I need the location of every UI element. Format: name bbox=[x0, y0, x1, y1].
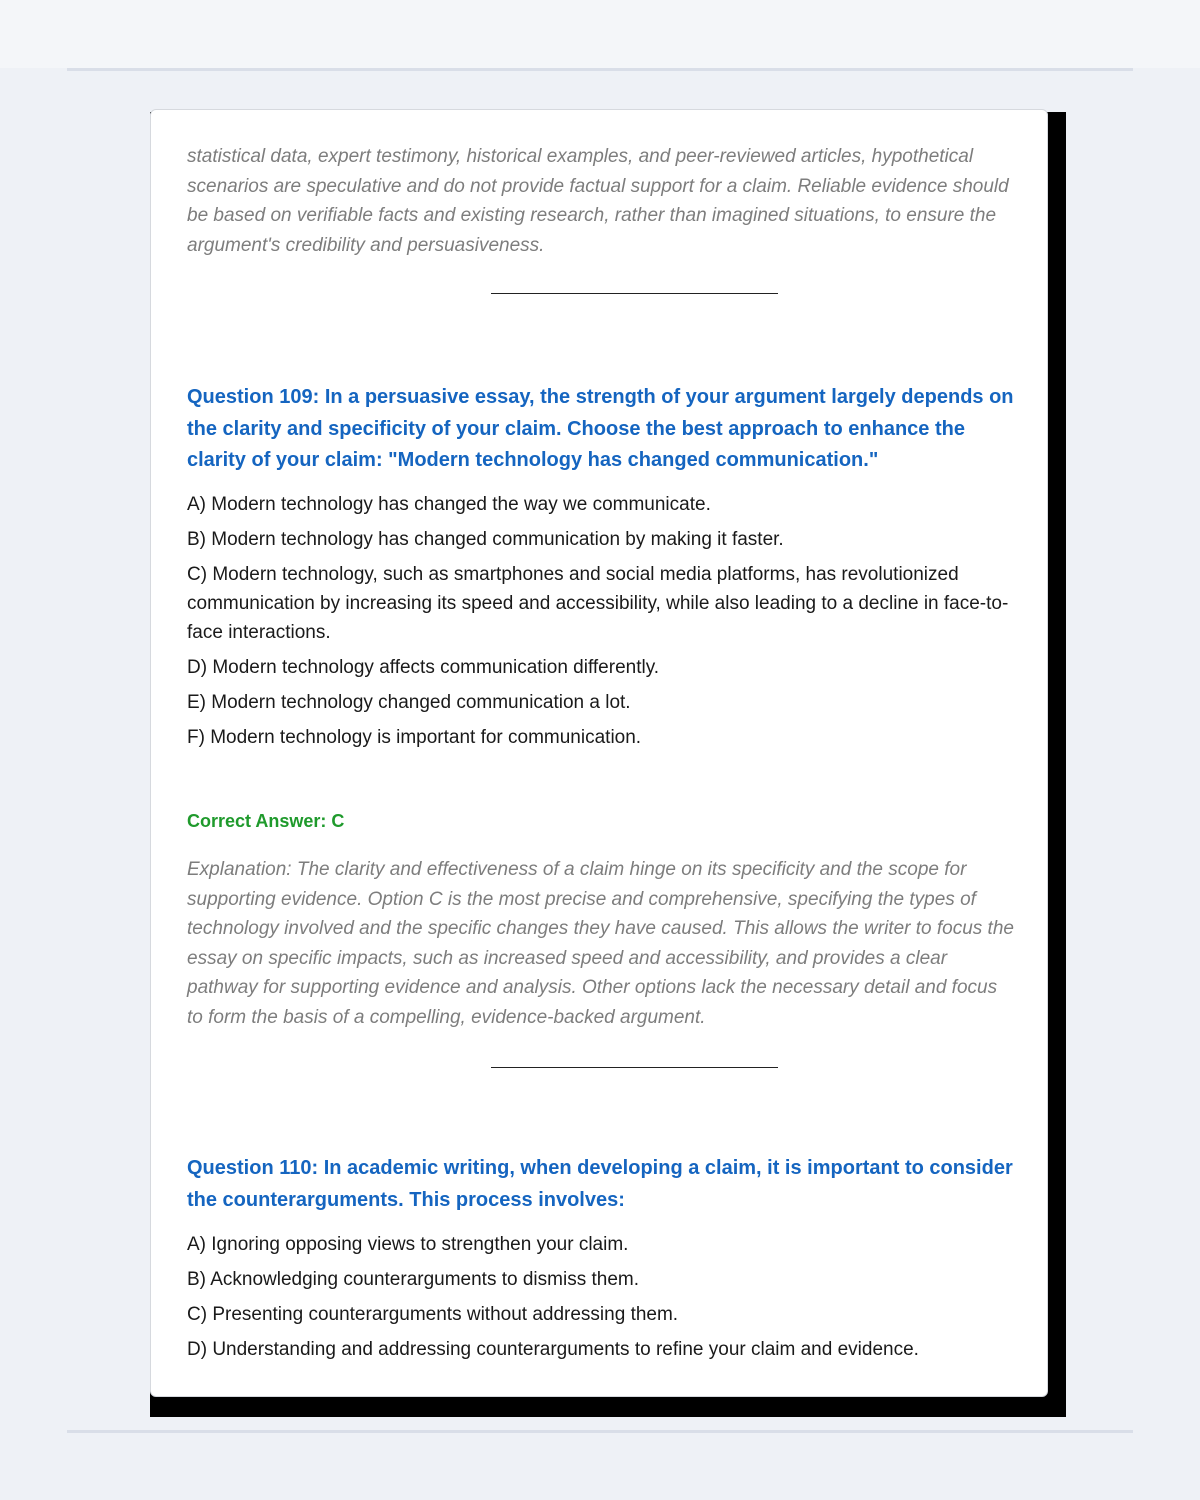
question-109-explanation: Explanation: The clarity and effectiveness of a claim hinge on its specificity and the scope for supporting evidence. Option C is the most precise and comprehensive, specifying the types of technology involved and the specific changes they have caused. This allows the writer to focus the essay on specific impacts, such as increased speed and accessibility, and provides a clear pathway for supporting evidence and analysis. Other options lack the necessary detail and focus to form the basis of a compelling, evidence-backed argument. bbox=[187, 859, 1014, 1028]
option-a: A) Modern technology has changed the way we communicate. bbox=[187, 494, 711, 515]
top-separator bbox=[67, 68, 1133, 71]
option-b: B) Modern technology has changed communication by making it faster. bbox=[187, 529, 784, 550]
bottom-separator bbox=[67, 1430, 1133, 1433]
previous-explanation: statistical data, expert testimony, historical examples, and peer-reviewed articles, hypothetical scenarios are speculative and do not provide factual support for a claim. Reliable evidence should be based on verifiable facts and existing research, rather than imagined situations, to ensure the argument's credibility and persuasiveness. bbox=[187, 146, 1009, 256]
question-109-title: Question 109: In a persuasive essay, the strength of your argument largely depends on the clarity and specificity of your claim. Choose the best approach to enhance the clarity of your claim: "Modern technology has changed communication." bbox=[187, 386, 1014, 471]
question-109-options bbox=[187, 490, 1027, 758]
option-f: F) Modern technology is important for communication. bbox=[187, 727, 642, 748]
section-divider bbox=[491, 1067, 778, 1068]
option-d: D) Understanding and addressing counterarguments to refine your claim and evidence. bbox=[187, 1339, 919, 1360]
option-c: C) Presenting counterarguments without addressing them. bbox=[187, 1304, 679, 1325]
option-b: B) Acknowledging counterarguments to dismiss them. bbox=[187, 1269, 639, 1290]
question-110-options bbox=[187, 1230, 1027, 1370]
document-page bbox=[150, 109, 1048, 1397]
option-a: A) Ignoring opposing views to strengthen your claim. bbox=[187, 1234, 629, 1255]
viewer-top-bar bbox=[0, 0, 1200, 68]
option-c: C) Modern technology, such as smartphones and social media platforms, has revolutionized communication by increasing its speed and accessibility, while also leading to a decline in face-to-face interactions. bbox=[187, 564, 1009, 643]
question-110-title: Question 110: In academic writing, when developing a claim, it is important to consider the counterarguments. This process involves: bbox=[187, 1157, 1013, 1211]
section-divider bbox=[491, 293, 778, 294]
option-d: D) Modern technology affects communication differently. bbox=[187, 657, 660, 678]
correct-answer: Correct Answer: C bbox=[187, 811, 345, 831]
option-e: E) Modern technology changed communication a lot. bbox=[187, 692, 631, 713]
